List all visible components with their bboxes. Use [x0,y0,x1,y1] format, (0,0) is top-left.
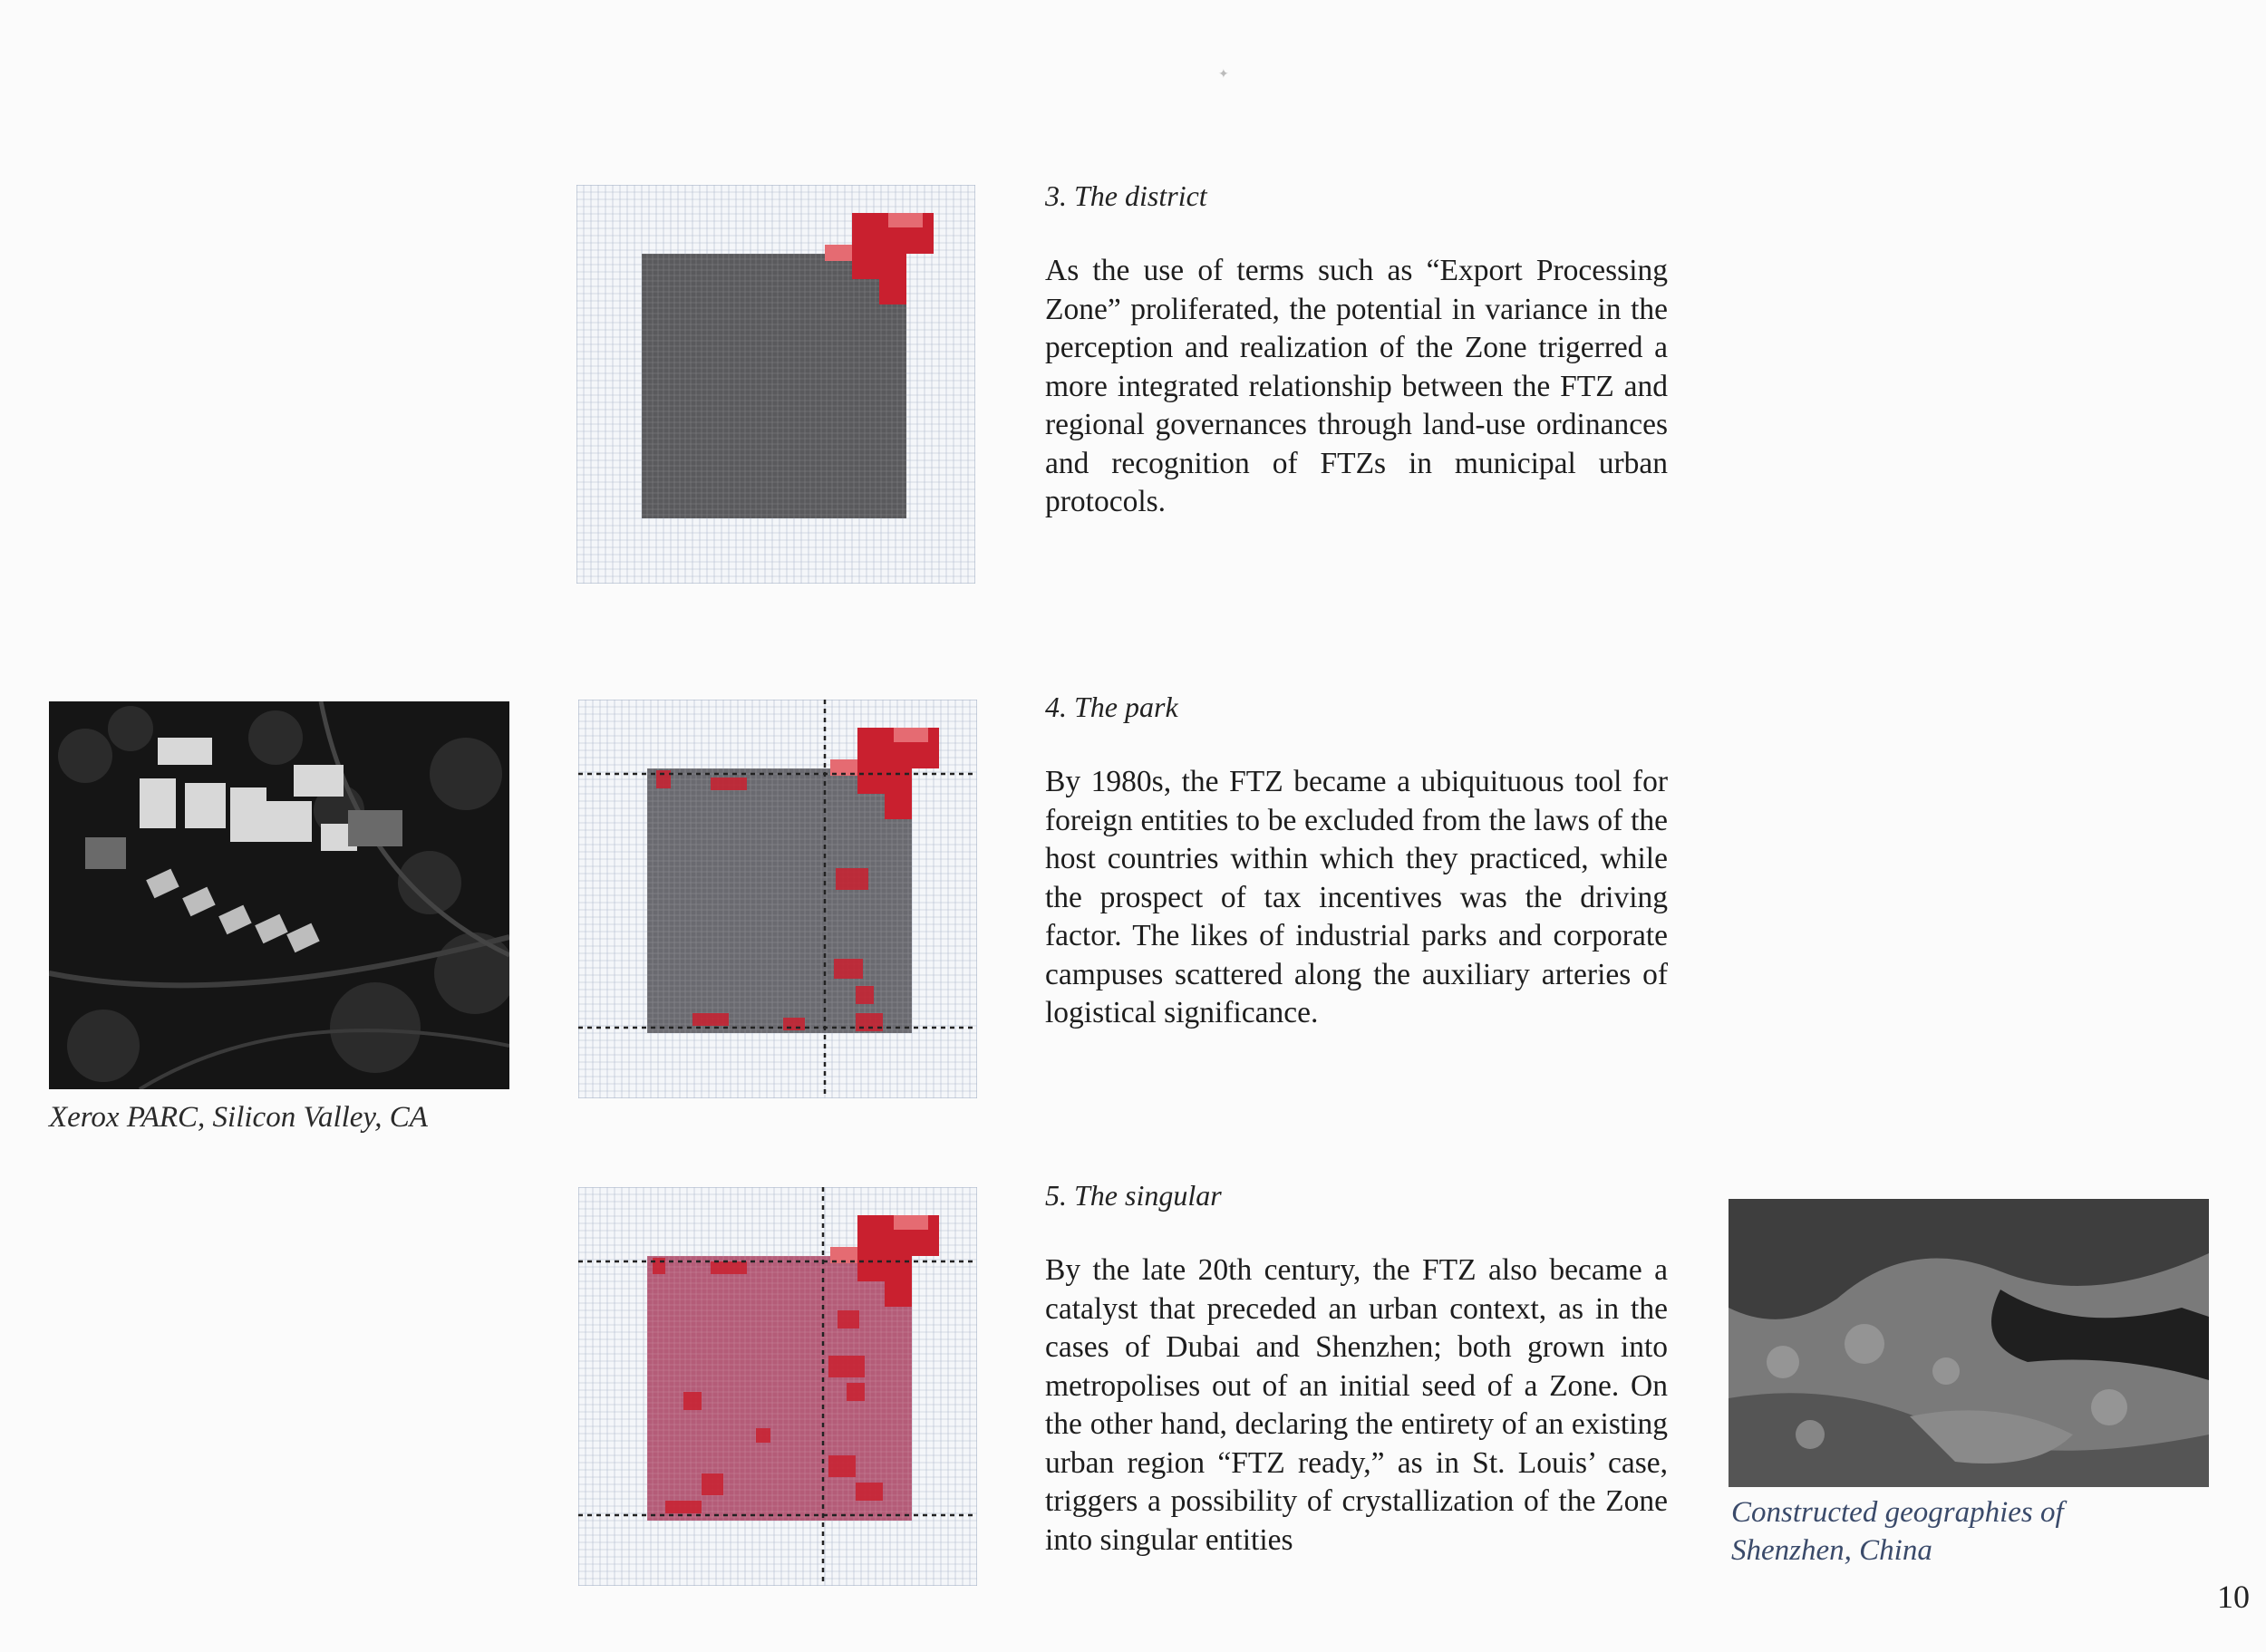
red-cell [836,868,868,890]
section-title: 4. The park [1045,691,1178,723]
shenzhen-satellite-photo [1729,1199,2209,1487]
red-cell [702,1473,723,1495]
scan-mark: ✦ [1218,68,1229,82]
red-cell [665,1501,702,1513]
red-cell [711,1261,747,1274]
red-cell [711,778,747,790]
section-district [1045,178,1668,522]
shenzhen-caption-line1: Constructed geographies of [1731,1496,2064,1529]
park-diagram [578,700,977,1098]
district-diagram [576,185,975,584]
section-body: By the late 20th century, the FTZ also became a catalyst that preceded an urban context, as in the cases of Dubai and Shenzhen; both grown into metropolises out of an initial seed of a Zone. On the other hand, declaring the entirety of an existing urban region “FTZ ready,” as in St. Louis’ case, triggers a possibility of crystallization of the Zone into singular entities [1045,1253,1668,1557]
red-cell [828,1455,856,1477]
section-title: 3. The district [1045,179,1207,212]
red-cell [828,1356,865,1377]
red-cell [847,1383,865,1401]
red-cell [653,1258,665,1274]
zone-square [642,254,906,518]
singular-diagram [578,1187,977,1586]
shenzhen-caption-line2: Shenzhen, China [1731,1534,1932,1567]
red-cell [834,959,863,979]
section-body: By 1980s, the FTZ became a ubiquituous tool for foreign entities to be excluded from the laws of the host countries within which they practiced, while the prospect of tax incentives was the driving factor. The likes of industrial parks and corporate campuses scattered along the auxiliary arteries of logistical significance. [1045,765,1668,1029]
red-cell [856,986,874,1004]
xerox-parc-caption: Xerox PARC, Silicon Valley, CA [49,1101,428,1134]
red-cell [683,1392,702,1410]
red-cell [756,1428,770,1443]
xerox-parc-aerial-photo [49,701,509,1089]
red-cell [783,1018,805,1030]
section-park [1045,689,1668,1033]
red-cell [856,1483,883,1501]
section-singular [1045,1177,1668,1560]
red-cell [838,1310,859,1328]
red-cell [692,1013,729,1026]
section-body: As the use of terms such as “Export Processing Zone” proliferated, the potential in variance in the perception and realization of the Zone trigerred a more integrated relationship between the FTZ and regional governances through land-use ordinances and recognition of FTZs in municipal urban protocols. [1045,254,1668,518]
page-number: 10 [2217,1579,2250,1615]
zone-square [647,1256,912,1521]
section-title: 5. The singular [1045,1179,1222,1212]
